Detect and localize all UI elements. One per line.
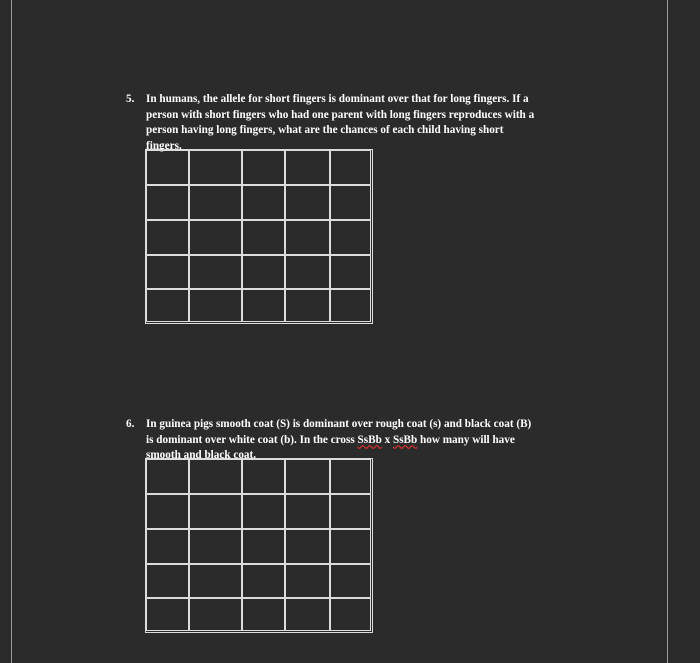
question-5-line-1: In humans, the allele for short fingers is dominant over that for long fingers. If a	[146, 93, 529, 105]
grid-cell[interactable]	[188, 150, 243, 186]
page-left-border	[11, 0, 12, 663]
question-6-line-2	[146, 433, 586, 449]
grid-cell[interactable]	[284, 597, 331, 631]
question-6-line-1: In guinea pigs smooth coat (S) is dominant over rough coat (s) and black coat (B)	[146, 418, 532, 430]
grid-cell[interactable]	[329, 288, 371, 322]
grid-cell[interactable]	[188, 563, 243, 599]
grid-cell[interactable]	[329, 184, 371, 221]
grid-cell[interactable]	[241, 254, 286, 290]
grid-cell[interactable]	[284, 493, 331, 530]
grid-cell[interactable]	[146, 597, 190, 631]
question-5-line-4: fingers.	[146, 139, 182, 152]
grid-cell[interactable]	[146, 459, 190, 495]
grid-cell[interactable]	[146, 563, 190, 599]
grid-cell[interactable]	[241, 459, 286, 495]
grid-cell[interactable]	[188, 219, 243, 256]
question-6-line-2-start: is dominant over white coat (b). In the cross	[146, 433, 358, 446]
grid-cell[interactable]	[284, 528, 331, 565]
grid-cell[interactable]	[146, 528, 190, 565]
punnett-grid-question-6[interactable]	[145, 458, 373, 633]
grid-cell[interactable]	[329, 150, 371, 186]
grid-cell[interactable]	[146, 184, 190, 221]
grid-cell[interactable]	[241, 563, 286, 599]
grid-cell[interactable]	[329, 219, 371, 256]
grid-cell[interactable]	[188, 597, 243, 631]
question-5-number: 5.	[126, 93, 135, 105]
grid-cell[interactable]	[284, 459, 331, 495]
grid-cell[interactable]	[146, 493, 190, 530]
cross-x: x	[381, 433, 393, 446]
page-right-border	[667, 0, 668, 663]
grid-cell[interactable]	[241, 288, 286, 322]
grid-cell[interactable]	[284, 150, 331, 186]
grid-cell[interactable]	[188, 288, 243, 322]
question-6-line-2-end: how many will have	[417, 433, 515, 446]
question-6-number: 6.	[126, 418, 135, 430]
cross-parent-1: SsBb	[357, 433, 382, 446]
grid-cell[interactable]	[188, 254, 243, 290]
grid-cell[interactable]	[241, 528, 286, 565]
grid-cell[interactable]	[284, 288, 331, 322]
grid-cell[interactable]	[241, 219, 286, 256]
grid-cell[interactable]	[188, 184, 243, 221]
question-5-line-3: person having long fingers, what are the chances of each child having short	[146, 124, 504, 136]
grid-cell[interactable]	[146, 219, 190, 256]
grid-cell[interactable]	[329, 459, 371, 495]
grid-cell[interactable]	[146, 150, 190, 186]
grid-cell[interactable]	[241, 150, 286, 186]
grid-cell[interactable]	[284, 563, 331, 599]
grid-cell[interactable]	[329, 254, 371, 290]
grid-cell[interactable]	[284, 184, 331, 221]
grid-cell[interactable]	[241, 184, 286, 221]
grid-cell[interactable]	[284, 219, 331, 256]
grid-cell[interactable]	[329, 597, 371, 631]
punnett-grid-question-5[interactable]	[145, 149, 373, 324]
grid-cell[interactable]	[329, 563, 371, 599]
grid-cell[interactable]	[284, 254, 331, 290]
grid-cell[interactable]	[146, 254, 190, 290]
grid-cell[interactable]	[329, 528, 371, 565]
grid-cell[interactable]	[241, 597, 286, 631]
question-6-text	[146, 417, 586, 464]
cross-parent-2: SsBb	[392, 433, 418, 446]
grid-cell[interactable]	[188, 528, 243, 565]
grid-cell[interactable]	[146, 288, 190, 322]
question-6-line-3: smooth and black coat.	[146, 449, 257, 461]
grid-cell[interactable]	[188, 493, 243, 530]
grid-cell[interactable]	[329, 493, 371, 530]
grid-cell[interactable]	[241, 493, 286, 530]
question-5-line-2: person with short fingers who had one parent with long fingers reproduces with a	[146, 108, 535, 121]
grid-cell[interactable]	[188, 459, 243, 495]
question-5-text	[146, 92, 586, 154]
